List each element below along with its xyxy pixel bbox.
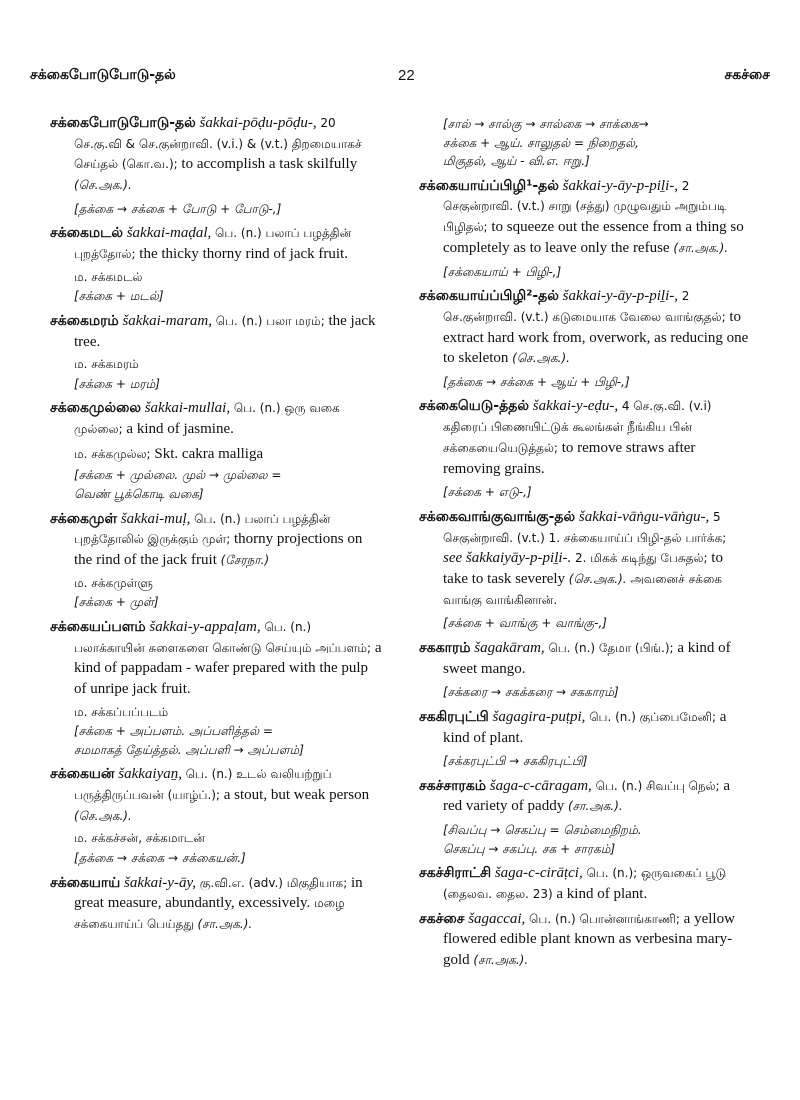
- page-number: 22: [398, 67, 415, 84]
- headword: சககிரபுட்பி: [419, 708, 489, 725]
- etymology-line: மிகுதல், ஆய் - வி.எ. ஈறு.]: [443, 154, 590, 169]
- headword: சகச்சை: [419, 910, 465, 927]
- dictionary-entry: [50, 223, 384, 264]
- etymology: [74, 722, 384, 759]
- transliteration: šakkai-y-āy-p-piḻi-,: [562, 288, 679, 305]
- cross-reference: see šakkaiyāy-p-piḻi-.: [443, 550, 572, 567]
- definition-tamil: திறமையாகச் செய்தல் (கொ.வ.);: [74, 136, 362, 172]
- headword: சக்கைமரம்: [50, 312, 119, 329]
- cognate: ம. சக்கமரம்: [74, 357, 139, 372]
- transliteration: šakkai-muḷ,: [120, 510, 191, 527]
- headword: சக்கையன்: [50, 766, 115, 783]
- headword: சக்கையாய்ப்பிழி²-தல்: [419, 288, 559, 305]
- headword: சக்கைமுள்: [50, 510, 118, 527]
- dictionary-entry: [419, 776, 749, 817]
- definition-english: a yellow flowered edible plant known as verbesina mary-gold: [443, 910, 735, 969]
- grammar-label: பெ. (n.): [194, 511, 241, 526]
- dictionary-entry: [419, 286, 749, 369]
- headword: சக்கைமடல்: [50, 225, 123, 242]
- dictionary-entry: [419, 909, 749, 971]
- source-citation: (சா.அக.).: [473, 953, 529, 968]
- grammar-label: பெ. (n.): [185, 767, 233, 782]
- grammar-label: 2 செ.குன்றாவி. (v.t.): [443, 289, 690, 324]
- dictionary-entry: [50, 873, 384, 935]
- transliteration: šagakāram,: [474, 639, 545, 656]
- dictionary-entry: [419, 396, 749, 479]
- definition-english: to remove straws after removing grains.: [443, 439, 696, 477]
- definition-tamil: சிவப்பு நெல்;: [646, 778, 720, 793]
- dictionary-entry: [419, 638, 749, 679]
- definition-english: a kind of plant.: [443, 708, 727, 746]
- cognate: [74, 444, 384, 465]
- definition-english: the thicky thorny rind of jack fruit.: [139, 246, 348, 263]
- definition-english: a kind of jasmine.: [126, 421, 234, 438]
- definition-english: a kind of plant.: [556, 886, 648, 903]
- source-citation: (சேரநா.): [220, 553, 270, 567]
- usage-example: மழை சக்கையாய்ப் பெய்தது: [74, 896, 345, 931]
- definition-english: the jack tree.: [74, 312, 376, 350]
- etymology: [சக்கை + முள்]: [74, 595, 159, 610]
- etymology: [சக்கை + மரம்]: [74, 376, 160, 391]
- definition-tamil: குப்பைமேனி;: [639, 709, 717, 724]
- dictionary-entry: [50, 398, 384, 439]
- transliteration: šakkai-maḍal,: [126, 225, 212, 242]
- headword: சக்கைமுல்லை: [50, 400, 141, 417]
- grammar-label: பெ. (n.): [264, 619, 312, 634]
- dictionary-entry: [50, 113, 384, 196]
- cognate: ம. சக்கமுள்ளு: [74, 575, 153, 590]
- transliteration: šaga-c-cāragam,: [489, 777, 592, 794]
- transliteration: šakkai-vāṅgu-vāṅgu-,: [578, 508, 710, 525]
- definition-tamil: மிகுதியாக;: [286, 875, 348, 890]
- transliteration: šakkai-y-āy-p-piḻi-,: [562, 177, 679, 194]
- transliteration: šakkai-mullai,: [144, 400, 231, 417]
- grammar-label: பெ. (n.): [529, 911, 576, 926]
- grammar-label: பெ. (n.): [215, 313, 263, 328]
- transliteration: šakkai-y-āy,: [123, 874, 197, 891]
- etymology: [தக்கை → சக்கை + ஆய் + பிழி-,]: [443, 374, 630, 389]
- definition-tamil: பலாப் பழத்தின் புறத்தோலில் இருக்கும் முள்;: [74, 511, 331, 547]
- etymology: [சக்கரை → சகக்கரை → சககாரம்]: [443, 685, 619, 700]
- etymology-continued: [443, 115, 749, 171]
- dictionary-entry: [50, 509, 384, 571]
- cognate: ம. சக்கச்சன், சக்கமாடன்: [74, 831, 205, 846]
- headword: சககாரம்: [419, 639, 471, 656]
- source-citation: (சா.அக.).: [197, 916, 253, 931]
- transliteration: šagaccai,: [468, 910, 526, 927]
- definition-english: a stout, but weak person: [223, 787, 370, 803]
- transliteration: šakkai-y-eḍu-,: [532, 398, 619, 415]
- grammar-label: பெ. (n.): [548, 640, 596, 655]
- etymology: [தக்கை → சக்கை → சக்கையன்.]: [74, 850, 246, 865]
- grammar-label: கு.வி.எ. (adv.): [199, 875, 283, 890]
- grammar-label: 20 செ.கு.வி & செ.குன்றாவி. (v.i.) & (v.t.): [74, 116, 336, 151]
- transliteration: šakkai-y-appaḷam,: [149, 618, 261, 635]
- definition-tamil: தேமா (பிங்.);: [598, 640, 674, 655]
- source-citation: (செ.அக.).: [74, 178, 132, 193]
- headword: சக்கையப்பளம்: [50, 618, 146, 635]
- cognate: ம. சக்கப்பப்படம்: [74, 704, 169, 719]
- dictionary-entry: [419, 707, 749, 748]
- definition-english: to take to task severely: [443, 550, 723, 587]
- headword: சகச்சாரகம்: [419, 777, 486, 794]
- source-citation: (சா.அக.).: [673, 240, 729, 255]
- dictionary-entry: [419, 863, 749, 904]
- etymology-line: வெண் பூக்கொடி வகை]: [74, 487, 204, 502]
- cognate: ம. சக்கமடல்: [74, 269, 143, 284]
- dictionary-entry: [50, 764, 384, 826]
- grammar-label: பெ. (n.): [233, 401, 281, 416]
- transliteration: šaga-c-cirāṭci,: [494, 865, 583, 882]
- grammar-label: பெ. (n.);: [586, 866, 638, 881]
- transliteration: šakkai-pōḍu-pōḍu-,: [199, 115, 317, 131]
- source-citation: (செ.அக.).: [512, 351, 570, 366]
- etymology-line: [சக்கை + முல்லை. முல் → முல்லை =: [74, 468, 282, 483]
- transliteration: šagagira-puṭpi,: [492, 708, 586, 725]
- etymology: [சக்கை + மடல்]: [74, 289, 164, 304]
- definition-english: thorny projections on the rind of the jack fruit: [74, 531, 363, 568]
- cognate-english: Skt. cakra malliga: [154, 445, 264, 462]
- headword: சக்கையெடு-த்தல்: [419, 398, 529, 415]
- right-column: [419, 113, 749, 975]
- etymology: [தக்கை → சக்கை + போடு + போடு-,]: [74, 201, 282, 216]
- definition-english: in great measure, abundantly, excessively.: [74, 874, 363, 912]
- running-head-left: சக்கைபோடுபோடு-தல்: [30, 67, 176, 83]
- headword: சக்கைவாங்குவாங்கு-தல்: [419, 508, 576, 525]
- etymology: [சக்கரபுட்பி → சககிரபுட்பி]: [443, 754, 588, 769]
- etymology-line: [சால் → சால்கு → சால்கை → சாக்கை→: [443, 117, 649, 131]
- page-header: [30, 66, 770, 90]
- etymology-line: சக்கை + ஆய். சாலுதல் = நிறைதல்,: [443, 135, 639, 150]
- source-citation: (செ.அக.).: [568, 571, 627, 586]
- etymology: [சக்கையாய் + பிழி-,]: [443, 264, 562, 279]
- grammar-label: பெ. (n.): [215, 226, 262, 241]
- definition-english: to extract hard work from, overwork, as reducing one to skeleton: [443, 308, 749, 367]
- headword: சக்கையாய்: [50, 874, 121, 891]
- etymology-line: [சிவப்பு → செகப்பு = செம்மைநிறம்.: [443, 823, 642, 838]
- etymology-line: சமமாகத் தேய்த்தல். அப்பளி → அப்பளம்]: [74, 742, 304, 757]
- grammar-label: பெ. (n.): [595, 778, 643, 793]
- definition-tamil: கதிரைப் பிணையிட்டுக் கூலங்கள் நீங்கிய பின் சக்கையையெடுத்தல்;: [443, 420, 692, 455]
- dictionary-entry: [419, 507, 749, 610]
- definition-tamil: பலா மரம்;: [266, 313, 325, 328]
- definition-english: to squeeze out the essence from a thing so completely as to leave only the refuse: [443, 219, 744, 256]
- headword: சக்கையாய்ப்பிழி¹-தல்: [419, 177, 559, 194]
- definition-tamil: பொன்னாங்காணி;: [579, 911, 680, 926]
- etymology: [74, 466, 384, 503]
- definition-english: a kind of sweet mango.: [443, 639, 731, 677]
- etymology: [443, 821, 749, 858]
- definition-tamil: சாறு (சத்து) முழுவதும் அறும்படி பிழிதல்;: [443, 199, 727, 235]
- definition-tamil: சக்கையாய்ப் பிழி-தல் பார்க்க;: [563, 530, 727, 545]
- etymology: [சக்கை + எடு-,]: [443, 485, 532, 500]
- dictionary-entry: [419, 176, 749, 259]
- transliteration: šakkai-maram,: [122, 312, 213, 329]
- definition-tamil: ஒருவகைப் பூடு (தைலவ. தைல. 23): [443, 866, 727, 902]
- dictionary-entry: [50, 617, 384, 700]
- grammar-label: 4 செ.கு.வி. (v.i): [621, 399, 712, 414]
- definition-english: a kind of pappadam - wafer prepared with the pulp of unripe jack fruit.: [74, 639, 382, 697]
- running-head-right: சகச்சை: [724, 67, 770, 83]
- grammar-label: 2 செகுன்றாவி. (v.t.): [443, 178, 690, 214]
- definition-tamil: பலாப் பழத்தின் புறத்தோல்;: [74, 226, 352, 262]
- etymology-line: செகப்பு → சகப்பு. சக + சாரகம்]: [443, 841, 616, 856]
- cognate-tamil: ம. சக்கமுல்ல;: [74, 446, 151, 461]
- etymology: [சக்கை + வாங்கு + வாங்கு-,]: [443, 616, 607, 631]
- definition-english: a red variety of paddy: [443, 777, 731, 815]
- usage-example: அவனைச் சக்கை வாங்கு வாங்கினான்.: [443, 571, 722, 607]
- definition-tamil: கடுமையாக வேலை வாங்குதல்;: [552, 309, 726, 324]
- dictionary-entry: [50, 311, 384, 352]
- definition-english: to accomplish a task skilfully: [181, 156, 358, 173]
- etymology-line: [சக்கை + அப்பளம். அப்பளித்தல் =: [74, 724, 273, 739]
- definition-tamil: ஒரு வகை முல்லை;: [74, 401, 340, 437]
- grammar-label: 5 செகுன்றாவி. (v.t.) 1.: [443, 509, 721, 545]
- transliteration: šakkaiyaṉ,: [118, 766, 182, 783]
- left-column: [50, 113, 384, 939]
- definition-tamil: பலாக்காயின் சுளைகளை கொண்டு செய்யும் அப்பளம்;: [74, 640, 372, 655]
- grammar-label: பெ. (n.): [589, 709, 636, 724]
- headword: சகச்சிராட்சி: [419, 865, 492, 882]
- source-citation: (செ.அக.).: [74, 808, 132, 823]
- definition-tamil: உடல் வலியற்றுப் பருத்திருப்பவன் (யாழ்ப்.);: [74, 767, 332, 802]
- definition-tamil: 2. மிகக் கடிந்து பேசுதல்;: [575, 551, 708, 566]
- headword: சக்கைபோடுபோடு-தல்: [50, 115, 196, 131]
- source-citation: (சா.அக.).: [567, 799, 623, 814]
